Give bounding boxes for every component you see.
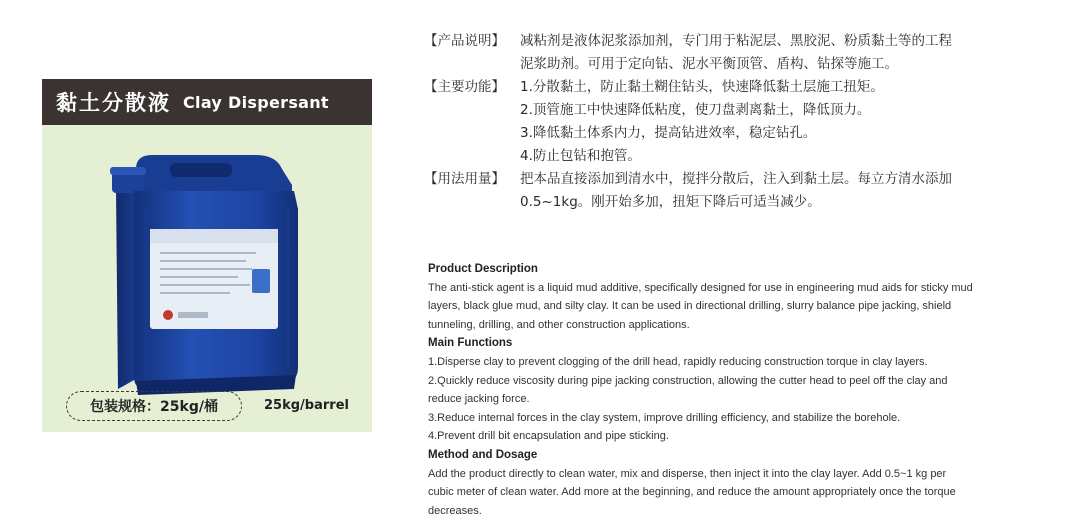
cn-description-line: 减粘剂是液体泥浆添加剂，专门用于粘泥层、黑胶泥、粉质黏土等的工程 <box>520 33 952 49</box>
en-function-line: 3.Reduce internal forces in the clay system, improve drilling efficiency, and stabilize the borehole. <box>428 411 901 424</box>
packaging-spec-badge <box>66 391 242 421</box>
en-function-line: 4.Prevent drill bit encapsulation and pipe sticking. <box>428 430 669 443</box>
cn-function-item: 1.分散黏土，防止黏土糊住钻头，快速降低黏土层施工扭矩。 <box>520 79 884 95</box>
en-description-heading: Product Description <box>428 263 538 275</box>
en-function-line: 1.Disperse clay to prevent clogging of the drill head, rapidly reducing construction torque in clay layers. <box>428 355 928 368</box>
cn-description-line: 泥浆助剂。可用于定向钻、泥水平衡顶管、盾构、钻探等施工。 <box>520 56 898 72</box>
cn-function-item: 4.防止包钻和抱管。 <box>520 148 641 164</box>
packaging-spec-cn: 包装规格：25kg/桶 <box>90 399 218 415</box>
en-dosage-line: Add the product directly to clean water, mix and disperse, then inject it into the clay layer. Add 0.5~1 kg per <box>428 467 947 480</box>
product-title-bar <box>42 79 372 125</box>
en-function-line: 2.Quickly reduce viscosity during pipe jacking construction, allowing the cutter head to peel off the clay and <box>428 374 948 387</box>
product-card <box>42 79 372 432</box>
en-dosage-line: decreases. <box>428 504 482 517</box>
en-dosage-heading: Method and Dosage <box>428 448 538 461</box>
chinese-description-section <box>424 30 1024 214</box>
cn-usage-dosage <box>424 168 1024 214</box>
en-description-line: layers, black glue mud, and silty clay. It can be used in directional drilling, slurry balance pipe jacking, shield <box>428 300 952 313</box>
en-description-line: The anti-stick agent is a liquid mud additive, specifically designed for use in engineering mud aids for sticky mud <box>428 281 973 294</box>
en-dosage-line: cubic meter of clean water. Add more at the beginning, and reduce the amount appropriately once the torque <box>428 486 956 499</box>
cn-usage-line: 把本品直接添加到清水中，搅拌分散后，注入到黏土层。每立方清水添加 <box>520 171 952 187</box>
cn-main-functions <box>424 76 1024 168</box>
cn-usage-line: 0.5~1kg。刚开始多加，扭矩下降后可适当减少。 <box>520 194 821 210</box>
en-functions-heading: Main Functions <box>428 337 513 350</box>
cn-functions-label: 【主要功能】 <box>424 79 505 95</box>
product-title-en: Clay Dispersant <box>183 92 329 112</box>
cn-function-item: 3.降低黏土体系内力，提高钻进效率，稳定钻孔。 <box>520 125 817 141</box>
en-function-line: reduce jacking force. <box>428 393 530 406</box>
cn-product-description <box>424 30 1024 76</box>
product-title-cn: 黏土分散液 <box>56 91 171 115</box>
english-description-section <box>428 260 1018 520</box>
cn-function-item: 2.顶管施工中快速降低粘度，使刀盘剥离黏土，降低顶力。 <box>520 102 871 118</box>
cn-description-label: 【产品说明】 <box>424 33 505 49</box>
en-description-line: tunneling, drilling, and other construction applications. <box>428 318 690 331</box>
cn-usage-label: 【用法用量】 <box>424 171 505 187</box>
packaging-spec-en: 25kg/barrel <box>264 398 349 413</box>
